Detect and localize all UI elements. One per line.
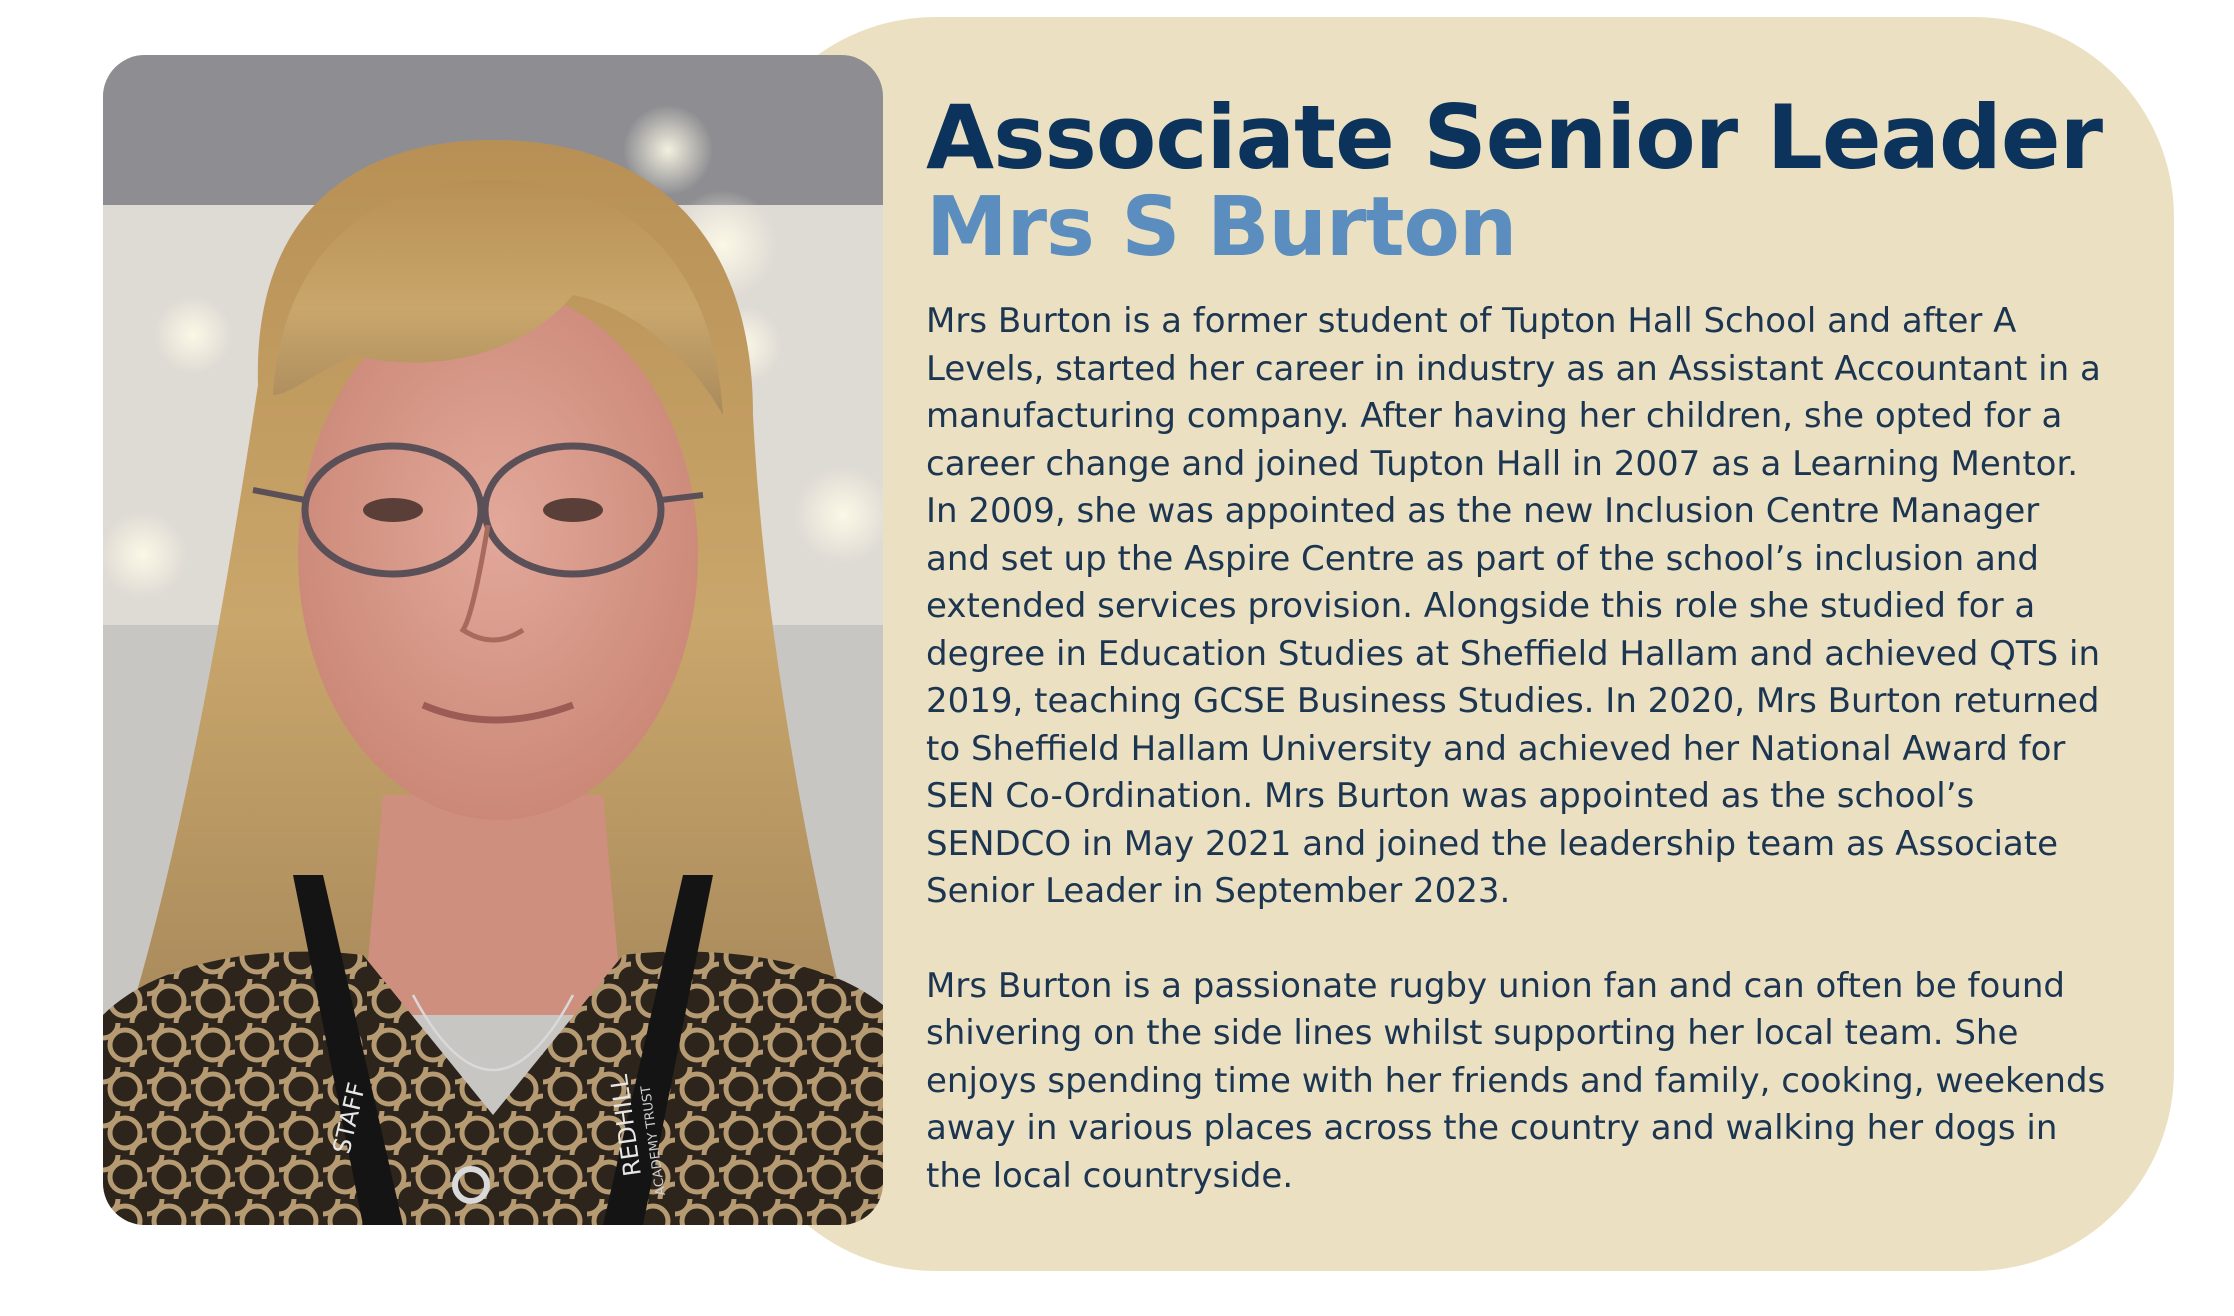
bio-paragraph-career: Mrs Burton is a former student of Tupton Hall School and after A Levels, started her career in industry as an Assistant Accountant in a manufacturing company. After having her children, she opted for a career change and joined Tupton Hall in 2007 as a Learning Mentor. In 2009, she was appointed as the new Inclusion Centre Manager and set up the Aspire Centre as part of the school’s inclusion and extended services provision. Alongside this role she studied for a degree in Education Studies at Sheffield Hallam and achieved QTS in 2019, teaching GCSE Business Studies. In 2020, Mrs Burton returned to Sheffield Hallam University and achieved her National Award for SEN Co-Ordination. Mrs Burton was appointed as the school’s SENDCO in May 2021 and joined the leadership team as Associate Senior Leader in September 2023. [926,301,2101,911]
staff-portrait-photo [103,55,883,1225]
profile-content [926,86,2106,1247]
bio-paragraph-personal: Mrs Burton is a passionate rugby union fan and can often be found shivering on the side lines whilst supporting her local team. She enjoys spending time with her friends and family, cooking, weekends away in various places across the country and walking her dogs in the local countryside. [926,965,2106,1196]
lanyard-trust-text: ACADEMY TRUST [638,1084,669,1197]
lanyard-staff-text: STAFF [327,1079,372,1157]
role-title: Associate Senior Leader [926,86,2102,189]
lanyard-redhill-text: REDHILL [604,1072,647,1179]
person-name: Mrs S Burton [926,180,1517,275]
